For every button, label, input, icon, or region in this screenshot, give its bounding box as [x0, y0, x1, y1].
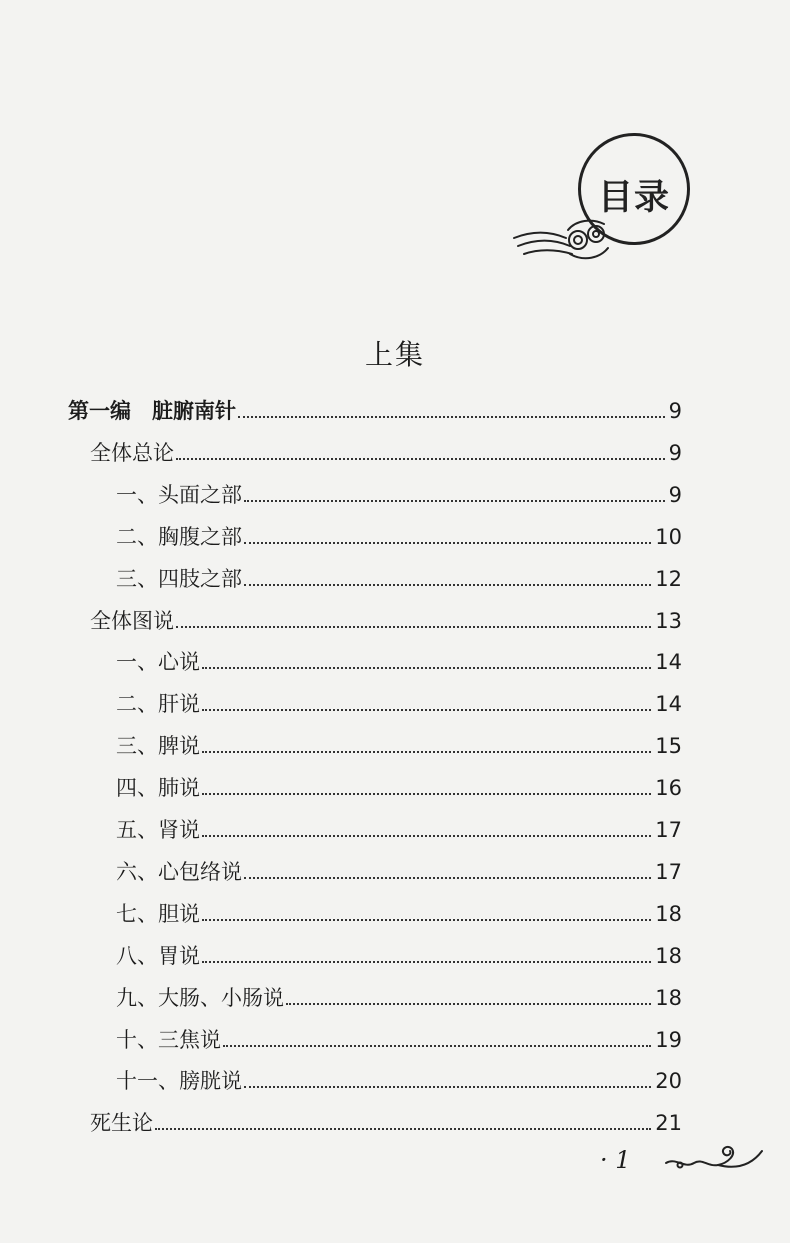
toc-entry-title: 五、肾说 — [116, 818, 200, 842]
toc-entry — [116, 1064, 682, 1094]
toc-entry-title: 三、脾说 — [116, 734, 200, 758]
toc-entry-title: 二、肝说 — [116, 692, 200, 716]
toc-entry — [116, 771, 682, 801]
toc-entry-page: 15 — [655, 734, 682, 758]
toc-entry — [90, 436, 682, 466]
dot-leader — [176, 626, 651, 628]
toc-entry-title: 九、大肠、小肠说 — [116, 986, 284, 1010]
toc-entry — [90, 1106, 682, 1136]
dot-leader — [286, 1003, 651, 1005]
toc-entry-title: 六、心包络说 — [116, 860, 242, 884]
toc-entry-title: 一、心说 — [116, 650, 200, 674]
dot-leader — [202, 667, 651, 669]
dot-leader — [176, 458, 665, 460]
toc-entry-page: 18 — [655, 902, 682, 926]
toc-entry-page: 9 — [668, 399, 682, 423]
dot-leader — [244, 500, 665, 502]
toc-entry-title: 全体图说 — [90, 609, 174, 633]
toc-entry-page: 13 — [655, 609, 682, 633]
toc-entry — [90, 604, 682, 634]
toc-entry-page: 20 — [655, 1069, 682, 1093]
toc-entry — [116, 1023, 682, 1053]
toc-entry — [116, 478, 682, 508]
toc-badge-title: 目录 — [597, 178, 670, 218]
toc-entry — [116, 813, 682, 843]
toc-entry-page: 18 — [655, 944, 682, 968]
toc-entry-page: 12 — [655, 567, 682, 591]
toc-entry — [116, 520, 682, 550]
toc-entry-title: 七、胆说 — [116, 902, 200, 926]
toc-entry-page: 10 — [655, 525, 682, 549]
toc-entry-title: 四、肺说 — [116, 776, 200, 800]
toc-entry-page: 14 — [655, 692, 682, 716]
toc-entry — [116, 729, 682, 759]
cloud-swirl-icon — [508, 208, 618, 268]
toc-entry-page: 17 — [655, 860, 682, 884]
toc-entry — [116, 855, 682, 885]
toc-entry-title: 三、四肢之部 — [116, 567, 242, 591]
toc-entry — [116, 939, 682, 969]
dot-leader — [202, 835, 651, 837]
toc-entry-page: 14 — [655, 650, 682, 674]
dot-leader — [202, 709, 651, 711]
toc-entry-title: 二、胸腹之部 — [116, 525, 242, 549]
dot-leader — [223, 1045, 651, 1047]
dot-leader — [155, 1128, 651, 1130]
toc-entry-title: 一、头面之部 — [116, 483, 242, 507]
dot-leader — [238, 416, 665, 418]
toc-entry — [68, 394, 682, 424]
toc-entry — [116, 981, 682, 1011]
page-number: · 1 — [600, 1146, 631, 1174]
toc-entry-page: 17 — [655, 818, 682, 842]
toc-entry-title: 全体总论 — [90, 441, 174, 465]
toc-entry — [116, 562, 682, 592]
toc-entry-page: 16 — [655, 776, 682, 800]
toc-entry-page: 21 — [655, 1111, 682, 1135]
scroll-flourish-icon — [662, 1139, 767, 1179]
dot-leader — [244, 584, 651, 586]
toc-entry-title: 八、胃说 — [116, 944, 200, 968]
dot-leader — [202, 751, 651, 753]
toc-entry-title: 死生论 — [90, 1111, 153, 1135]
dot-leader — [244, 542, 651, 544]
toc-entry-title: 第一编 脏腑南针 — [68, 399, 236, 423]
dot-leader — [202, 919, 651, 921]
toc-entry-title: 十一、膀胱说 — [116, 1069, 242, 1093]
toc-entry-title: 十、三焦说 — [116, 1028, 221, 1052]
toc-entry-page: 19 — [655, 1028, 682, 1052]
toc-entry-page: 9 — [668, 441, 682, 465]
dot-leader — [244, 877, 651, 879]
toc-entry — [116, 687, 682, 717]
toc-entry-page: 9 — [668, 483, 682, 507]
dot-leader — [202, 961, 651, 963]
dot-leader — [244, 1086, 651, 1088]
toc-entry — [116, 645, 682, 675]
toc-entry — [116, 897, 682, 927]
toc-entry-page: 18 — [655, 986, 682, 1010]
section-title: 上集 — [364, 338, 425, 371]
dot-leader — [202, 793, 651, 795]
